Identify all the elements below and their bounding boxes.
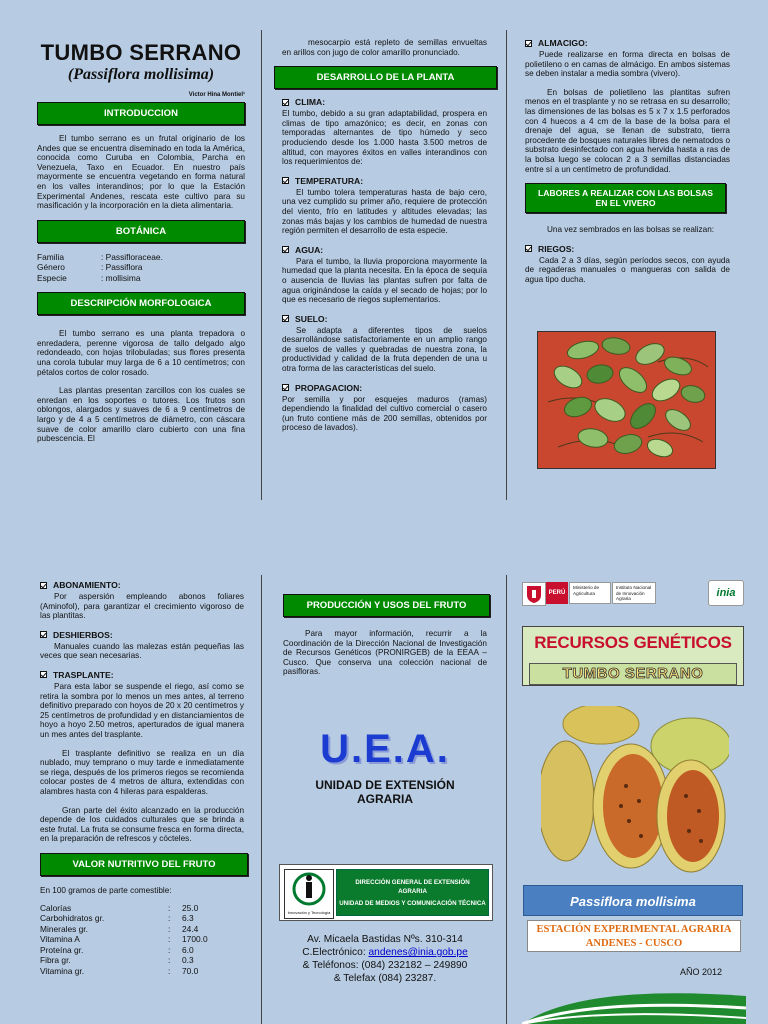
trasplante-text: Para esta labor se suspende el riego, así como se retira la sombra por lo menos un mes antes, al terreno definitivo preparado con hoyos de 20 x 20 centímetros y 25 centímetros de profundidad y en distanciamientos de hoyo a hoyo 2.50 metros, aperturados de igual manera un mes antes del trasplante. [40, 681, 244, 739]
panel-bottom-middle [283, 594, 487, 686]
almacigo-paragraph: En bolsas de polietileno las plantitas sufren menos en el trasplante y no se retrasa en su desarrollo; las dimensiones de las bolsas es 5 x 7 x 1.5 perforados con 4 huecos a 4 cm de la base de la bolsa para el drenaje del agua, se llenan de substrato, tierra procedente de bosques naturales libres de nematodos o substrato desinfectado con agua hervida hasta a ras de la bolsa luego se colocan 2 a 3 semillas distanciadas entre sí a un centímetro de profundidad. [525, 87, 730, 174]
contact-phone: & Teléfonos: (084) 232182 – 249890 [302, 960, 468, 972]
desc-paragraph: El tumbo serrano es una planta trepadora o enredadera, perenne vigorosa de tallo delgado algo redondeado, con hojas trilobuladas; sus flores presenta una corola tubular muy larga de 6 a 10 centímetros; con pétalos cortos de color rosado. [37, 329, 245, 377]
section-header-descripcion: DESCRIPCIÓN MORFOLOGICA [37, 292, 245, 315]
innovation-icon [285, 870, 333, 908]
panel-divider [261, 30, 262, 500]
contact-address: Av. Micaela Bastidas Nºs. 310-314 [307, 934, 463, 945]
station-line: ESTACIÓN EXPERIMENTAL AGRARIA [536, 924, 732, 935]
cover-title: RECURSOS GENÉTICOS [534, 633, 732, 652]
section-header-introduccion: INTRODUCCION [37, 102, 245, 125]
ministerio-logo: Ministerio de Agricultura [569, 582, 611, 604]
checkbox-icon [525, 40, 532, 47]
item-suelo: SUELO: Se adapta a diferentes tipos de suelos desarrollándose satisfactoriamente en un amplio rango de suelos de valles y quebradas de nuestra zona, la productividad y calidad de la fruta dependen de una u otra forma de las características del suelo. [282, 313, 487, 374]
table-row: Proteína gr. : 6.0 [40, 944, 194, 955]
inia-logo: inia [708, 580, 744, 606]
cover-species-box: Passiflora mollisima [523, 885, 743, 916]
almacigo-text: Puede realizarse en forma directa en bolsas de polietileno o en camas de almácigo. En ambos sistemas se deben instalar a media sombra (vivero). [525, 50, 730, 79]
checkbox-icon [282, 177, 289, 184]
desc-paragraph: Las plantas presentan zarcillos con los cuales se enredan en los soportes o tutores. Los frutos son oblongos, alargados y suaves de 6 a 9 centímetros de largo y de 4 a 5 centímetros de diámetro, con cáscara suave de color amarillo claro cubierto con una fina pubescencia. El [37, 386, 245, 444]
panel-divider [506, 30, 507, 500]
checkbox-icon [282, 99, 289, 106]
uea-logo-text: U.E.A. [320, 727, 450, 771]
labores-intro: Una vez sembrados en las bolsas se realizan: [547, 225, 715, 235]
valor-intro: En 100 gramos de parte comestible: [40, 885, 172, 895]
panel-divider [506, 575, 507, 1024]
cover-subtitle: TUMBO SERRANO [529, 663, 737, 685]
uea-subtitle: UNIDAD DE EXTENSIÓN [315, 778, 455, 792]
page-subtitle: (Passiflora mollisima) [67, 66, 215, 83]
checkbox-icon [282, 384, 289, 391]
table-row: Vitamina A : 1700.0 [40, 934, 208, 945]
section-header-labores: LABORES A REALIZAR CON LAS BOLSAS EN EL VIVERO [525, 183, 726, 213]
swoosh-decoration-icon [522, 984, 746, 1024]
table-row: Género : Passiflora [37, 262, 143, 273]
contact-block [275, 933, 495, 985]
peru-shield-icon [522, 582, 546, 606]
cover-green-swoosh [522, 984, 746, 1024]
mesocarpio-text: mesocarpio está repleto de semillas envueltas en arillos con jugo de color amarillo pronunciado. [282, 38, 487, 57]
table-row: Minerales gr. : 24.4 [40, 923, 199, 934]
tumbo-fruits-photo [537, 331, 716, 469]
item-clima: CLIMA: El tumbo, debido a su gran adaptabilidad, prospera en climas de tipo amazónico; es decir, en zonas con temporadas alternantes de tipo húmedo y seco produciendo desde los 1.000 hasta 3.500 metros de altitud, con mayores éxitos en valles interandinos con los requerimientos de: [282, 97, 487, 167]
item-propagacion: PROPAGACION: Por semilla y por esquejes maduros (ramas) dependiendo la finalidad del cultivo comercial o casero (un fruto contiene más de 200 semillas, obtenidos por proceso de lavados). [282, 382, 487, 433]
nutrition-table [40, 903, 208, 977]
item-agua: AGUA: Para el tumbo, la lluvia proporciona mayormente la humedad que la planta necesita. En la época de sequía o ausencia de lluvias las plantas sufren por falta de agua originándose la caída y el secado de hojas; por lo que es necesario de riegos suplementarios. [282, 244, 487, 305]
banner-text-box: DIRECCIÓN GENERAL DE EXTENSIÓN AGRARIA UNIDAD DE MEDIOS Y COMUNICACIÓN TÉCNICA [336, 869, 489, 916]
instituto-logo: Instituto Nacional de Innovación Agraria [612, 582, 656, 604]
panel-top-left [37, 40, 245, 453]
trasplante-paragraph: Gran parte del éxito alcanzado en la producción depende de los cuidados culturales que se brinda a este frutal. La fruta se consume fresca en forma directa, en la preparación de refrescos y cócteles. [40, 805, 244, 844]
author: Victor Hina Montiel¹ [188, 92, 245, 98]
page-title: TUMBO SERRANO [40, 40, 242, 65]
cover-title-box [522, 626, 744, 686]
table-row: Fibra gr. : 0.3 [40, 955, 194, 966]
deshierbos-text: Manuales cuando las malezas están pequeñas las veces que sean necesarias. [40, 641, 244, 661]
produccion-text: Para mayor información, recurrir a la Coordinación de la Dirección Nacional de Investigación de Recursos Genéticos (PRONIRGEB) de la EEAA – Cusco. Que conserva una colección nacional de pasifloras. [283, 629, 487, 677]
botanica-table [37, 252, 163, 284]
cover-year: AÑO 2012 [680, 967, 723, 977]
panel-bottom-left: ABONAMIENTO: Por aspersión empleando abonos foliares (Aminofol), para garantizar el crecimiento vigoroso de las plantitas. DESHIERBOS: Manuales cuando las malezas están pequeñas las veces que sean necesarias. TRASPLANTE: Para esta labor se suspende el riego, así como se retira la sombra por lo menos un mes antes, al terreno definitivo preparado con hoyos de 20 x 20 centímetros y 25 centímetros de profundidad y en distanciamientos de hoyo a hoyo 2.50 metros, aperturados de igual manera un mes antes del trasplante. El trasplante definitivo se realiza en un día nublado, muy temprano o muy tarde e inmediatamente se riega, después de los primeros riegos se recomienda colocar postes de 4 metros de altura, extendidas con alambres hasta con 4 hileras para espalderas. Gran parte del éxito alcanzado en la producción depende de los cuidados culturales que se brinda a este frutal. La fruta se consume fresca en forma directa, en la preparación de refrescos y cócteles. VALOR NUTRITIVO DEL FRUTO En 100 gramos de parte comestible: Calorías : 25.0 Carbohidratos gr. : 6.3 Minerales gr. : 24.4 Vitamina A : 1700.0 Proteína gr. : 6.0 Fibra gr. : 0.3 Vitamina gr. : 70.0 [40, 580, 244, 976]
checkbox-icon [40, 671, 47, 678]
panel-top-middle [282, 38, 487, 442]
checkbox-icon [282, 246, 289, 253]
contact-fax: & Telefax (084) 23287. [333, 973, 437, 985]
uea-subtitle: AGRARIA [357, 792, 413, 806]
checkbox-icon [40, 631, 47, 638]
table-row: Especie : mollisima [37, 272, 141, 283]
station-line: ANDENES - CUSCO [585, 938, 683, 949]
contact-email-line: C.Electrónico: andenes@inia.gob.pe [302, 947, 468, 959]
checkbox-icon [282, 315, 289, 322]
item-temperatura: TEMPERATURA: El tumbo tolera temperaturas hasta de bajo cero, una vez cumplido su primer año, requiere de protección del viento, frío en latitudes y altitudes elevadas; las zonas más bajas y los cambios de humedad de nuestra región permiten el desarrollo de esta especie. [282, 175, 487, 236]
section-header-desarrollo: DESARROLLO DE LA PLANTA [274, 66, 497, 89]
tumbo-cut-fruit-photo [541, 706, 729, 874]
checkbox-icon [40, 582, 47, 589]
abonamiento-text: Por aspersión empleando abonos foliares (Aminofol), para garantizar el crecimiento vigoroso de las plantitas. [40, 592, 244, 621]
section-header-valor: VALOR NUTRITIVO DEL FRUTO [40, 853, 248, 876]
trasplante-paragraph: El trasplante definitivo se realiza en un día nublado, muy temprano o muy tarde e inmediatamente se riega, después de los primeros riegos se recomienda colocar postes de 4 metros de altura, extendidas con alambres hasta con 4 hileras para espalderas. [40, 748, 244, 796]
table-row: Calorías : 25.0 [40, 902, 199, 913]
innovation-logo: Innovación y Tecnología [284, 869, 334, 919]
cover-station-box [527, 920, 741, 952]
table-row: Familia : Passifloraceae. [37, 251, 163, 262]
riegos-text: Cada 2 a 3 días, según períodos secos, con ayuda de regaderas manuales o mangueras con salida de agua tipo ducha. [525, 255, 730, 284]
checkbox-icon [525, 245, 532, 252]
logos-bar [522, 580, 746, 606]
table-row: Carbohidratos gr. : 6.3 [40, 913, 194, 924]
table-row: Vitamina gr. : 70.0 [40, 965, 199, 976]
panel-top-right: ALMACIGO: Puede realizarse en forma directa en bolsas de polietileno o en camas de almácigo. En ambos sistemas se deben instalar a media sombra (vivero). En bolsas de polietileno las plantitas sufren menos en el trasplante y no se retrasa en su desarrollo; las dimensiones de las bolsas es 5 x 7 x 1.5 perforados con 4 huecos a 4 cm de la base de la bolsa para el drenaje del agua, se llenan de substrato, tierra procedente de bosques naturales libres de nematodos o substrato desinfectado con agua hervida hasta a ras de la bolsa luego se colocan 2 a 3 semillas distanciadas entre sí a un centímetro de profundidad. LABORES A REALIZAR CON LAS BOLSAS EN EL VIVERO Una vez sembrados en las bolsas se realizan: RIEGOS: Cada 2 a 3 días, según períodos secos, con ayuda de regaderas manuales o mangueras con salida de agua tipo ducha. [525, 38, 730, 284]
uea-block [275, 727, 495, 806]
peru-label: PERÚ [546, 582, 568, 604]
section-header-produccion: PRODUCCIÓN Y USOS DEL FRUTO [283, 594, 490, 617]
email-link[interactable]: andenes@inia.gob.pe [368, 947, 468, 959]
intro-text: El tumbo serrano es un frutal originario de los Andes que se encuentra diseminado en toda la América, conocida como Curuba en Colombia, Parcha en Venezuela, Taxo en Ecuador. En nuestro país mayormente se encuentra vegetando en forma natural en los valles interandinos; por lo que la Estación Experimental Andenes, rescata este cultivo para su masificación y la incorporación en la dieta alimentaria. [37, 134, 245, 211]
section-header-botanica: BOTÁNICA [37, 220, 245, 243]
panel-divider [261, 575, 262, 1024]
dgea-banner [279, 864, 493, 921]
